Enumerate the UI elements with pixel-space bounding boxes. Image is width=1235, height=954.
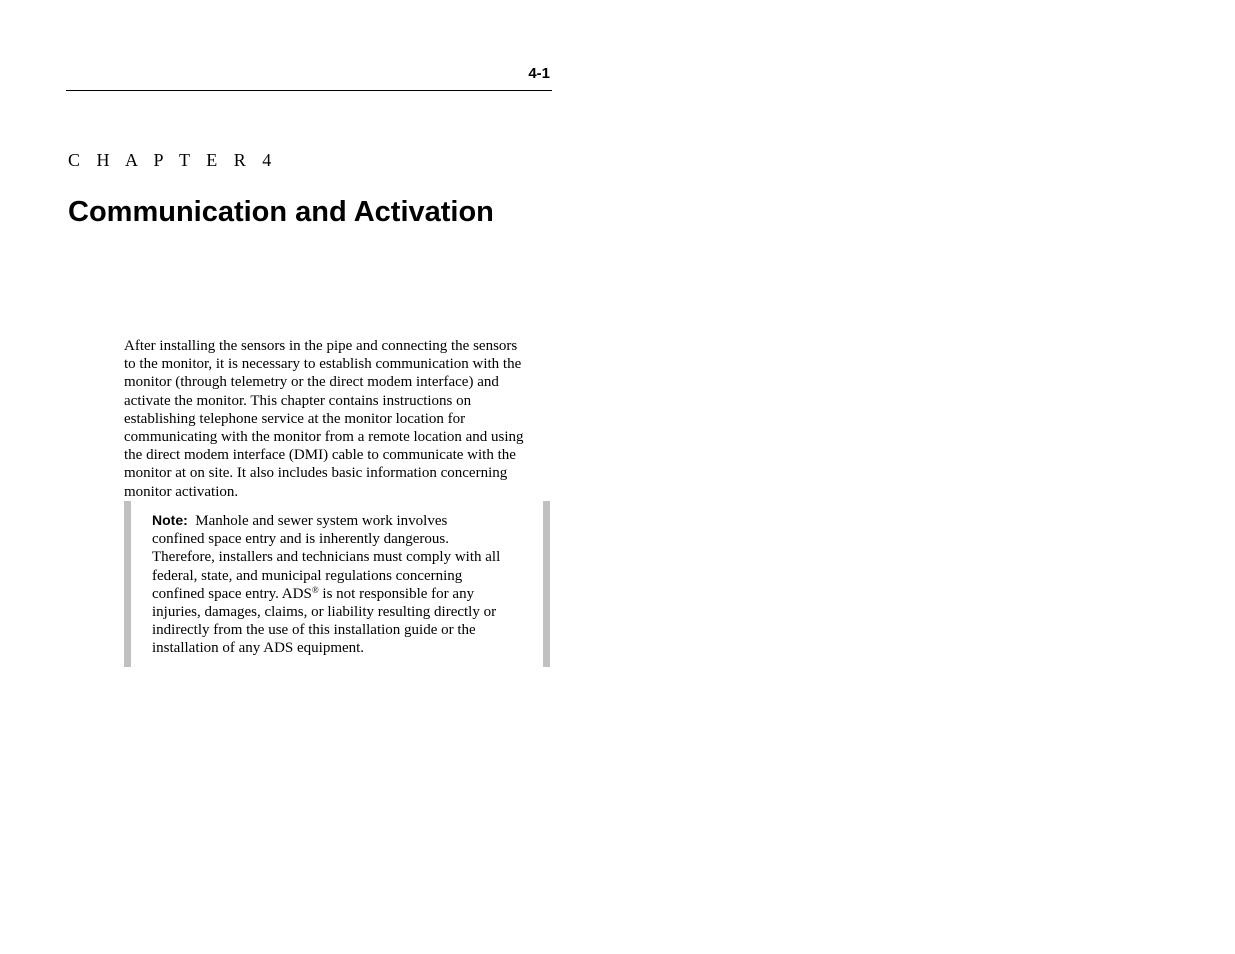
note-line <box>152 511 532 530</box>
note-line: federal, state, and municipal regulations concerning <box>152 567 463 584</box>
note-line <box>152 585 532 603</box>
intro-line: monitor at on site. It also includes basic information concerning <box>124 465 508 482</box>
intro-line: to the monitor, it is necessary to establish communication with the <box>124 356 522 373</box>
intro-line: the direct modem interface (DMI) cable to communicate with the <box>124 447 516 464</box>
note-box <box>124 501 550 667</box>
note-line: Therefore, installers and technicians must comply with all <box>152 549 501 566</box>
intro-paragraph <box>124 337 546 501</box>
registered-mark: ® <box>311 584 319 595</box>
note-text <box>152 511 532 658</box>
intro-line: After installing the sensors in the pipe and connecting the sensors <box>124 338 518 354</box>
note-line-text: is not responsible for any <box>318 585 475 602</box>
header-rule <box>66 90 552 91</box>
chapter-title: Communication and Activation <box>68 196 494 228</box>
note-line: installation of any ADS equipment. <box>152 640 365 657</box>
note-line-text: confined space entry. ADS <box>152 585 312 602</box>
intro-line: establishing telephone service at the monitor location for <box>124 410 466 427</box>
note-line: injuries, damages, claims, or liability resulting directly or <box>152 604 497 621</box>
intro-line: monitor (through telemetry or the direct modem interface) and <box>124 374 499 391</box>
note-line: confined space entry and is inherently dangerous. <box>152 531 449 548</box>
note-line: indirectly from the use of this installation guide or the <box>152 622 476 639</box>
page-number: 4-1 <box>528 65 550 82</box>
note-label: Note: <box>152 512 188 528</box>
intro-line: monitor activation. <box>124 483 239 500</box>
intro-line: communicating with the monitor from a remote location and using <box>124 429 524 446</box>
chapter-label: C H A P T E R 4 <box>68 150 278 170</box>
note-line-text: Manhole and sewer system work involves <box>195 513 448 529</box>
intro-line: activate the monitor. This chapter contains instructions on <box>124 392 472 409</box>
